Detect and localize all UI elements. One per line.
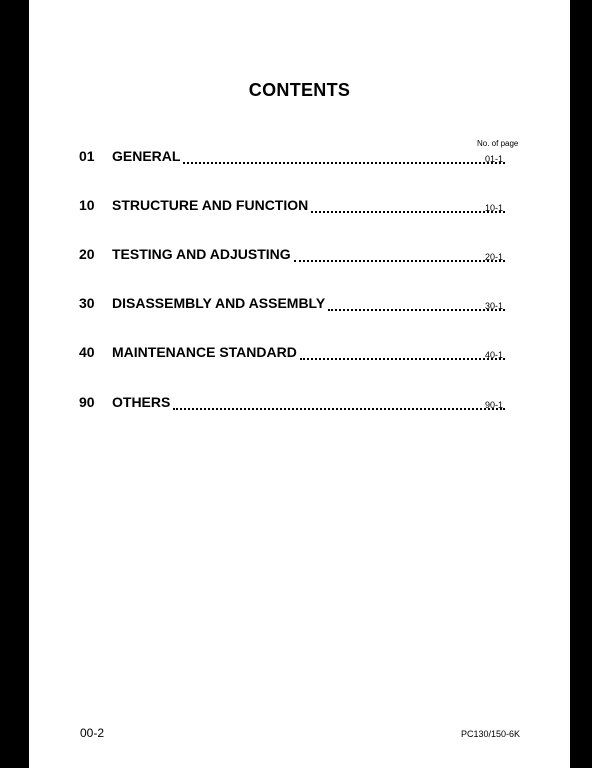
toc-entry-title: TESTING AND ADJUSTING (112, 246, 291, 262)
toc-entry-testing-and-adjusting[interactable] (79, 246, 505, 266)
page-column-header: No. of page (477, 139, 519, 148)
toc-entry-number: 40 (79, 344, 95, 360)
toc-entry-page: 20-1 (485, 252, 504, 262)
toc-leader-dots (173, 408, 505, 410)
toc-entry-structure-and-function[interactable] (79, 197, 505, 217)
toc-entry-number: 10 (79, 197, 95, 213)
toc-entry-page: 90-1 (485, 400, 504, 410)
footer-page-number: 00-2 (80, 726, 105, 740)
toc-entry-title: MAINTENANCE STANDARD (112, 344, 297, 360)
toc-entry-number: 30 (79, 295, 95, 311)
toc-entry-general[interactable] (79, 148, 505, 168)
document-page (29, 0, 570, 768)
toc-entry-page: 30-1 (485, 301, 504, 311)
toc-leader-dots (328, 309, 505, 311)
toc-entry-title: OTHERS (112, 394, 171, 410)
toc-entry-number: 20 (79, 246, 95, 262)
toc-leader-dots (311, 211, 505, 213)
toc-entry-page: 01-1 (485, 154, 504, 164)
toc-entry-title: DISASSEMBLY AND ASSEMBLY (112, 295, 326, 311)
toc-entry-page: 10-1 (485, 203, 504, 213)
toc-entry-number: 90 (79, 394, 95, 410)
toc-entry-disassembly-and-assembly[interactable] (79, 295, 505, 315)
toc-entry-page: 40-1 (485, 350, 504, 360)
toc-entry-maintenance-standard[interactable] (79, 344, 505, 364)
toc-entry-title: GENERAL (112, 148, 181, 164)
toc-leader-dots (294, 260, 505, 262)
toc-entry-title: STRUCTURE AND FUNCTION (112, 197, 309, 213)
toc-entry-number: 01 (79, 148, 95, 164)
toc-leader-dots (300, 358, 505, 360)
page-title: CONTENTS (248, 80, 351, 100)
footer-model: PC130/150-6K (461, 729, 521, 739)
toc-entry-others[interactable] (79, 394, 505, 414)
toc-leader-dots (183, 162, 505, 164)
